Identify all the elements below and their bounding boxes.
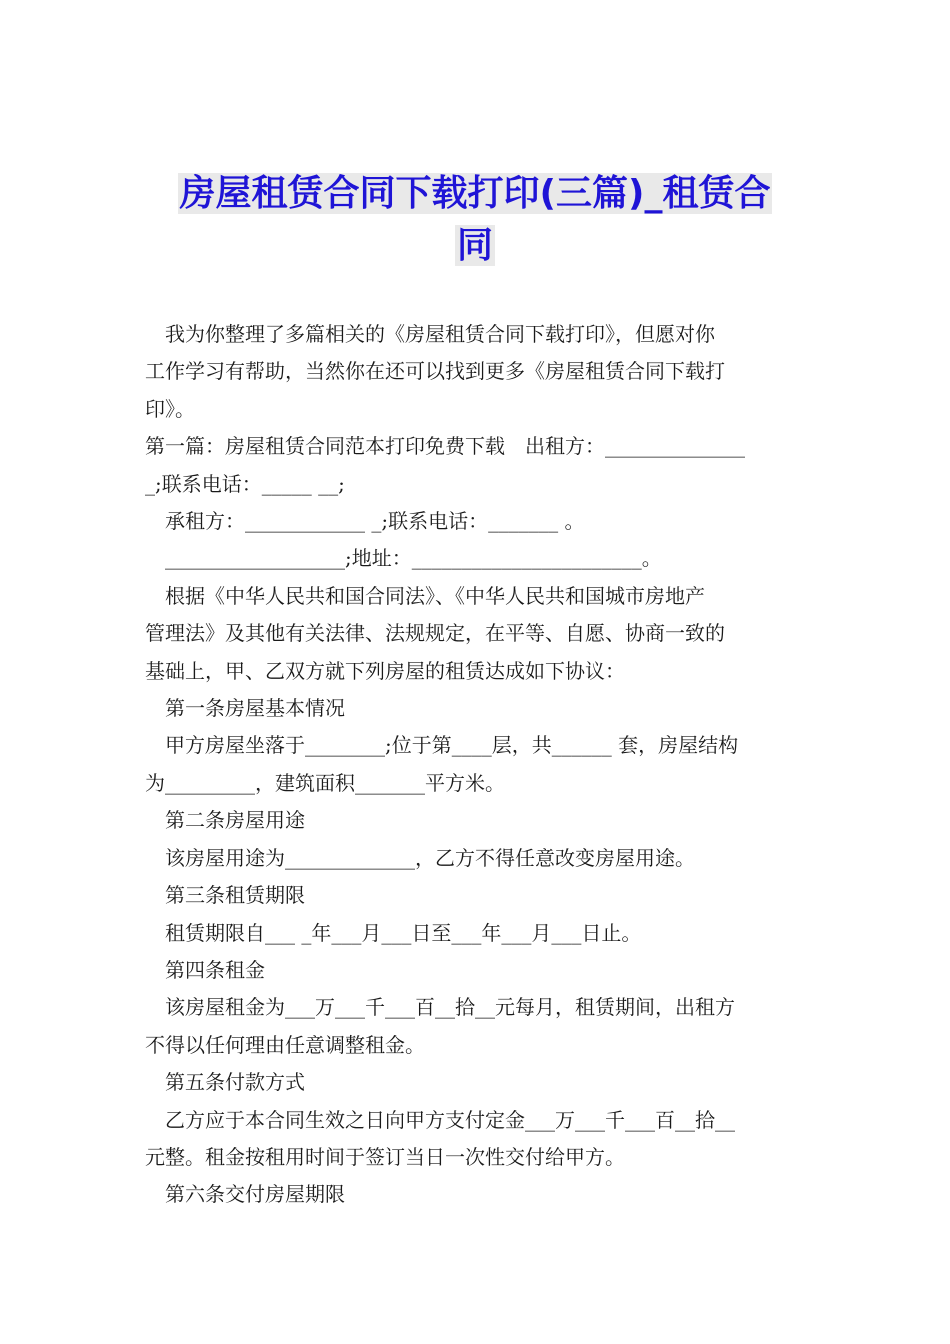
article-3-heading: 第三条租赁期限 bbox=[165, 883, 305, 908]
title-line-2: 同 bbox=[456, 225, 493, 266]
article-4-line-2: 不得以任何理由任意调整租金。 bbox=[145, 1032, 425, 1057]
article-4-line-1: 该房屋租金为___万___千___百__拾__元每月，租赁期间，出租方 bbox=[165, 995, 735, 1020]
article-1-heading: 第一条房屋基本情况 bbox=[165, 696, 345, 721]
lessee-line: 承租方：____________ _;联系电话：_______ 。 bbox=[165, 509, 585, 534]
article-5-line-2: 元整。租金按租用时间于签订当日一次性交付给甲方。 bbox=[145, 1144, 625, 1169]
article-3-line: 租赁期限自___ _年___月___日至___年___月___日止。 bbox=[165, 920, 642, 945]
lessor-phone-line: _;联系电话：_____ __; bbox=[145, 471, 345, 496]
document-title bbox=[120, 168, 830, 272]
intro-line-1: 我为你整理了多篇相关的《房屋租赁合同下载打印》，但愿对你 bbox=[165, 322, 715, 346]
article-1-line-1: 甲方房屋坐落于________;位于第____层，共______ 套，房屋结构 bbox=[165, 733, 739, 758]
article-5-line-1: 乙方应于本合同生效之日向甲方支付定金___万___千___百__拾__ bbox=[165, 1107, 735, 1132]
address-line: __________________;地址：_______________________。 bbox=[165, 546, 662, 571]
article-6-heading: 第六条交付房屋期限 bbox=[165, 1182, 345, 1207]
lessor-line: 第一篇：房屋租赁合同范本打印免费下载 出租方：______________ bbox=[145, 434, 745, 459]
document-body bbox=[145, 316, 810, 1214]
intro-line-2: 工作学习有帮助，当然你在还可以找到更多《房屋租赁合同下载打 bbox=[145, 359, 725, 384]
basis-line-1: 根据《中华人民共和国合同法》、《中华人民共和国城市房地产 bbox=[165, 583, 705, 608]
title-line-1: 房屋租赁合同下载打印(三篇)_租赁合 bbox=[179, 173, 771, 214]
basis-line-2: 管理法》及其他有关法律、法规规定，在平等、自愿、协商一致的 bbox=[145, 621, 725, 646]
article-2-line: 该房屋用途为_____________，乙方不得任意改变房屋用途。 bbox=[165, 845, 695, 870]
article-5-heading: 第五条付款方式 bbox=[165, 1070, 305, 1095]
basis-line-3: 基础上，甲、乙双方就下列房屋的租赁达成如下协议： bbox=[145, 658, 625, 683]
article-4-heading: 第四条租金 bbox=[165, 957, 265, 982]
article-1-line-2: 为_________，建筑面积_______平方米。 bbox=[145, 770, 505, 795]
intro-line-3: 印》。 bbox=[145, 396, 195, 421]
article-2-heading: 第二条房屋用途 bbox=[165, 808, 305, 833]
